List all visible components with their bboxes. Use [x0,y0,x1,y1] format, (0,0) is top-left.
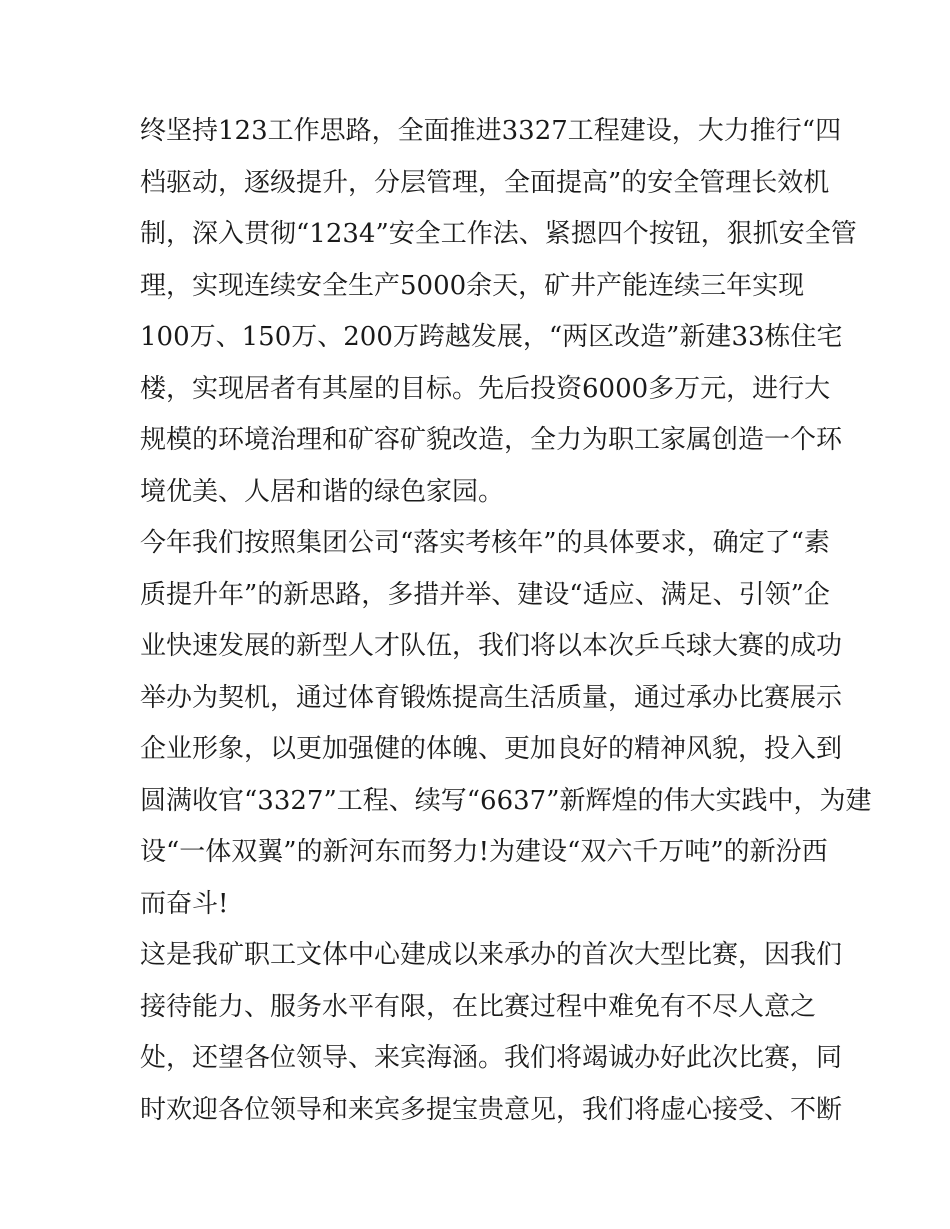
text-line: 接待能力、服务水平有限，在比赛过程中难免有不尽人意之 [140,991,817,1022]
text-line: 企业形象，以更加强健的体魄、更加良好的精神风貌，投入到 [140,734,843,764]
text-line: 制，深入贯彻“1234”安全工作法、紧摁四个按钮，狠抓安全管 [140,219,857,249]
text-line: 设“一体双翼”的新河东而努力!为建设“双六千万吨”的新汾西 [140,837,828,867]
text-line: 业快速发展的新型人才队伍，我们将以本次乒乓球大赛的成功 [140,631,843,661]
text-line: 终坚持123工作思路，全面推进3327工程建设，大力推行“四 [140,116,842,146]
body-text [140,106,872,1136]
text-line: 时欢迎各位领导和来宾多提宝贵意见，我们将虚心接受、不断 [140,1094,843,1125]
text-line: 质提升年”的新思路，多措并举、建设“适应、满足、引领”企 [140,579,830,610]
text-line: 举办为契机，通过体育锻炼提高生活质量，通过承办比赛展示 [140,682,843,713]
text-line: 今年我们按照集团公司“落实考核年”的具体要求，确定了“素 [140,528,830,558]
text-line: 而奋斗! [140,888,229,919]
text-line: 理，实现连续安全生产5000余天，矿井产能连续三年实现 [140,270,805,301]
text-line: 这是我矿职工文体中心建成以来承办的首次大型比赛，因我们 [140,940,843,970]
text-line: 档驱动，逐级提升，分层管理，全面提高”的安全管理长效机 [140,167,830,198]
text-line: 楼，实现居者有其屋的目标。先后投资6000多万元，进行大 [140,373,831,404]
text-line: 规模的环境治理和矿容矿貌改造，全力为职工家属创造一个环 [140,425,843,455]
text-line: 境优美、人居和谐的绿色家园。 [140,476,505,507]
text-line: 圆满收官“3327”工程、续写“6637”新辉煌的伟大实践中，为建 [140,785,872,816]
text-line: 处，还望各位领导、来宾海涵。我们将竭诚办好此次比赛，同 [140,1043,843,1073]
text-line: 100万、150万、200万跨越发展，“两区改造”新建33栋住宅 [140,322,843,352]
